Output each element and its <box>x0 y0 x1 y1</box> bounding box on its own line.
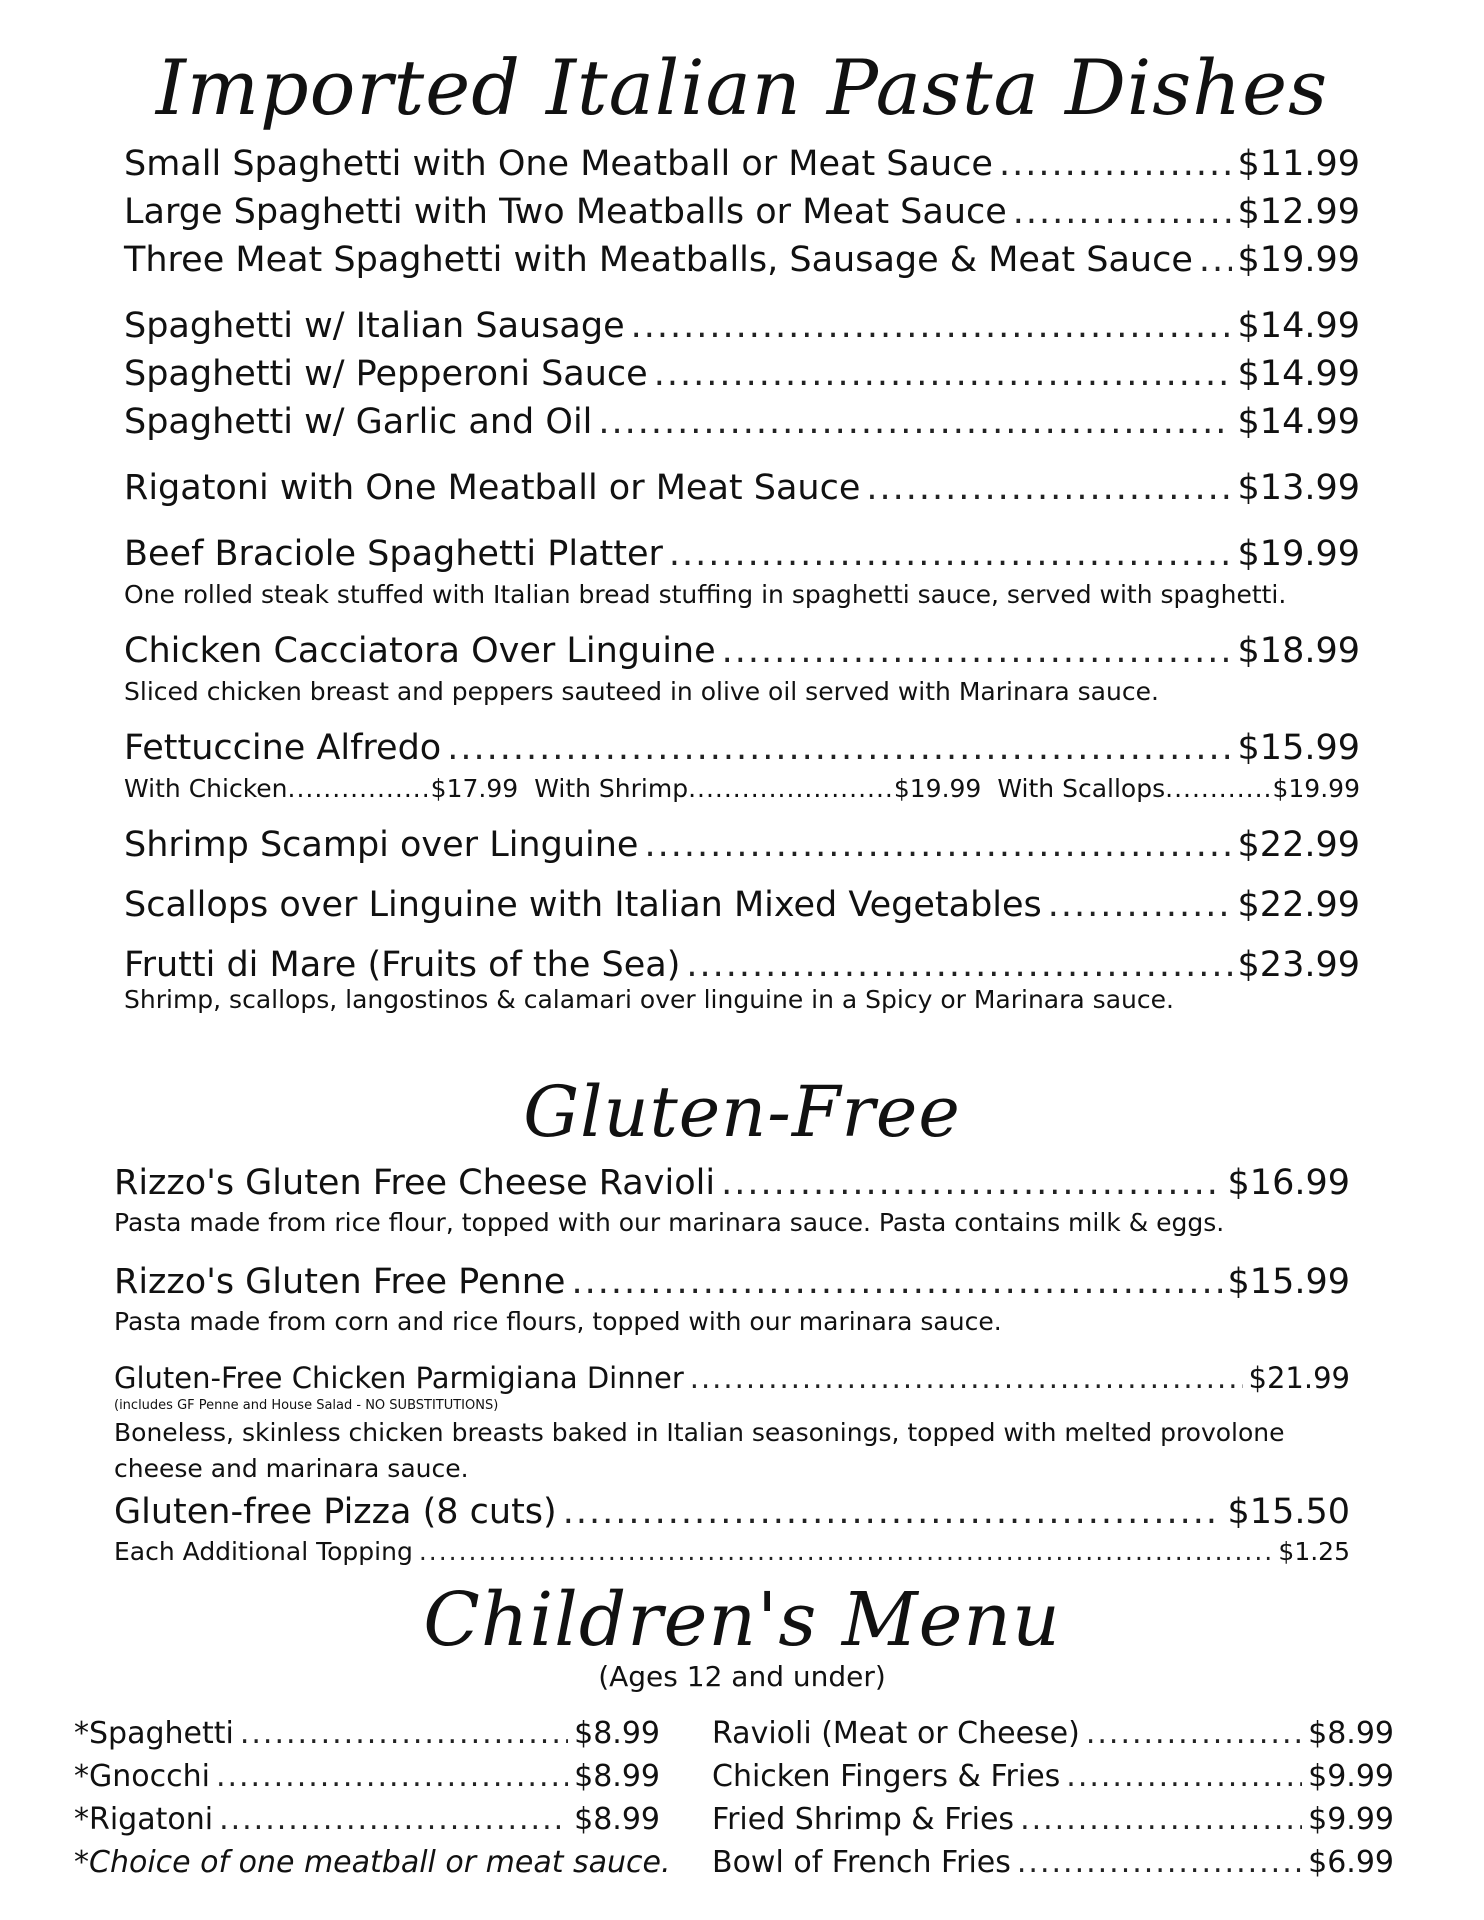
menu-item <box>74 1712 660 1755</box>
item-name: *Gnocchi <box>74 1759 210 1794</box>
item-price: $21.99 <box>1248 1361 1350 1395</box>
children-right-column <box>712 1712 1394 1884</box>
item-name: Fried Shrimp & Fries <box>712 1802 1015 1837</box>
menu-item <box>114 1358 1350 1398</box>
children-subtitle: (Ages 12 and under) <box>598 1660 886 1693</box>
item-price: $8.99 <box>574 1802 660 1837</box>
menu-item <box>124 188 1360 236</box>
item-description: Shrimp, scallops, langostinos & calamari over linguine in a Spicy or Marinara sauce. <box>124 985 1174 1014</box>
leader-dots <box>866 464 1231 512</box>
item-price: $8.99 <box>574 1716 660 1751</box>
leader-dots <box>1199 236 1232 284</box>
item-price: $16.99 <box>1227 1163 1350 1203</box>
leader-dots <box>1020 1798 1302 1841</box>
menu-item <box>114 1160 1350 1206</box>
leader-dots <box>721 1160 1221 1206</box>
item-description: Pasta made from rice flour, topped with our marinara sauce. Pasta contains milk & eggs. <box>114 1208 1225 1237</box>
menu-title-children: Children's Menu <box>423 1577 1061 1663</box>
addon-name: With Shrimp <box>534 774 689 803</box>
leader-dots <box>419 1535 1273 1569</box>
item-name: Large Spaghetti with Two Meatballs or Meat Sauce <box>124 192 1007 232</box>
leader-dots <box>722 627 1232 675</box>
leader-dots <box>686 941 1231 989</box>
item-name: Spaghetti w/ Italian Sausage <box>124 306 625 346</box>
item-price: $23.99 <box>1237 945 1360 985</box>
item-price: $9.99 <box>1308 1802 1394 1837</box>
menu-item <box>124 350 1360 398</box>
item-price: $15.50 <box>1227 1492 1350 1532</box>
item-price: $13.99 <box>1237 468 1360 508</box>
menu-item <box>74 1798 660 1841</box>
item-name: Each Additional Topping <box>114 1537 413 1566</box>
addon-name: With Scallops <box>997 774 1166 803</box>
menu-item <box>124 821 1360 869</box>
leader-dots <box>219 1798 568 1841</box>
menu-item <box>124 941 1360 989</box>
menu-item <box>114 1535 1350 1569</box>
item-name: Gluten-free Pizza (8 cuts) <box>114 1492 557 1532</box>
addon-item: With Shrimp ....................... $19.99 <box>534 774 982 803</box>
leader-dots <box>644 821 1231 869</box>
leader-dots <box>631 302 1232 350</box>
item-description: cheese and marinara sauce. <box>114 1454 469 1483</box>
menu-item <box>124 881 1360 929</box>
item-name: Frutti di Mare (Fruits of the Sea) <box>124 945 681 985</box>
leader-dots <box>1013 188 1232 236</box>
item-price: $12.99 <box>1237 192 1360 232</box>
leader-dots <box>654 350 1232 398</box>
item-price: $14.99 <box>1237 354 1360 394</box>
item-name: Spaghetti w/ Pepperoni Sauce <box>124 354 648 394</box>
menu-item <box>124 530 1360 578</box>
item-name: Small Spaghetti with One Meatball or Meat Sauce <box>124 144 993 184</box>
item-price: $11.99 <box>1237 144 1360 184</box>
addon-item: With Chicken ................ $17.99 <box>124 774 519 803</box>
menu-item <box>124 627 1360 675</box>
item-name: *Spaghetti <box>74 1716 234 1751</box>
menu-item <box>74 1755 660 1798</box>
menu-item <box>124 724 1360 772</box>
menu-item <box>124 236 1360 284</box>
leader-dots <box>1086 1712 1302 1755</box>
addon-price: $19.99 <box>893 774 982 803</box>
item-name: Chicken Cacciatora Over Linguine <box>124 631 716 671</box>
menu-item <box>124 464 1360 512</box>
leader-dots <box>598 398 1231 446</box>
item-name: Three Meat Spaghetti with Meatballs, Sausage & Meat Sauce <box>124 240 1193 280</box>
item-price: $18.99 <box>1237 631 1360 671</box>
menu-item <box>114 1489 1350 1535</box>
item-name: Shrimp Scampi over Linguine <box>124 825 639 865</box>
menu-title-pasta: Imported Italian Pasta Dishes <box>155 43 1329 132</box>
leader-dots <box>571 1259 1221 1305</box>
leader-dots <box>999 140 1232 188</box>
menu-item <box>712 1755 1394 1798</box>
menu-title-gluten-free: Gluten-Free <box>523 1071 961 1153</box>
item-price: $8.99 <box>574 1759 660 1794</box>
item-name: Rizzo's Gluten Free Penne <box>114 1262 566 1302</box>
menu-item <box>124 398 1360 446</box>
pasta-section <box>124 140 1360 1014</box>
item-price: $6.99 <box>1308 1845 1394 1880</box>
addon-name: With Chicken <box>124 774 288 803</box>
item-price: $14.99 <box>1237 306 1360 346</box>
leader-dots <box>1048 881 1232 929</box>
leader-dots <box>1066 1755 1302 1798</box>
item-description: One rolled steak stuffed with Italian bread stuffing in spaghetti sauce, served with spaghetti. <box>124 580 1287 609</box>
menu-item <box>712 1798 1394 1841</box>
addon-item: With Scallops ............ $19.99 <box>997 774 1360 803</box>
item-name: Spaghetti w/ Garlic and Oil <box>124 402 593 442</box>
item-price: $22.99 <box>1237 825 1360 865</box>
item-price: $15.99 <box>1227 1262 1350 1302</box>
item-name: *Rigatoni <box>74 1802 214 1837</box>
leader-dots <box>690 1358 1243 1398</box>
addon-price: $17.99 <box>430 774 519 803</box>
menu-item <box>712 1712 1394 1755</box>
menu-item <box>114 1259 1350 1305</box>
item-name: Beef Braciole Spaghetti Platter <box>124 534 663 574</box>
item-price: $9.99 <box>1308 1759 1394 1794</box>
item-name: Fettuccine Alfredo <box>124 728 442 768</box>
item-price: $8.99 <box>1308 1716 1394 1751</box>
menu-item <box>124 302 1360 350</box>
leader-dots <box>240 1712 568 1755</box>
item-name: Gluten-Free Chicken Parmigiana Dinner <box>114 1361 684 1395</box>
item-name: Chicken Fingers & Fries <box>712 1759 1061 1794</box>
children-note: *Choice of one meatball or meat sauce. <box>74 1845 671 1880</box>
item-price: $22.99 <box>1237 885 1360 925</box>
menu-item <box>712 1841 1394 1884</box>
item-name: Rizzo's Gluten Free Cheese Ravioli <box>114 1163 716 1203</box>
item-price: $1.25 <box>1278 1537 1350 1566</box>
item-name: Scallops over Linguine with Italian Mixed Vegetables <box>124 885 1042 925</box>
item-description: Sliced chicken breast and peppers sauteed in olive oil served with Marinara sauce. <box>124 677 1159 706</box>
item-price: $19.99 <box>1237 534 1360 574</box>
leader-dots <box>563 1489 1222 1535</box>
item-description: Boneless, skinless chicken breasts baked in Italian seasonings, topped with melted provolone <box>114 1418 1285 1447</box>
leader-dots <box>447 724 1231 772</box>
item-name: Rigatoni with One Meatball or Meat Sauce <box>124 468 861 508</box>
children-left-column <box>74 1712 671 1884</box>
item-price: $14.99 <box>1237 402 1360 442</box>
alfredo-addons <box>124 774 1360 803</box>
item-description: Pasta made from corn and rice flours, topped with our marinara sauce. <box>114 1307 1002 1336</box>
menu-item <box>124 140 1360 188</box>
item-name: Ravioli (Meat or Cheese) <box>712 1716 1080 1751</box>
leader-dots <box>669 530 1232 578</box>
item-price: $15.99 <box>1237 728 1360 768</box>
leader-dots <box>216 1755 568 1798</box>
leader-dots <box>1017 1841 1302 1884</box>
item-price: $19.99 <box>1237 240 1360 280</box>
addon-price: $19.99 <box>1272 774 1360 803</box>
item-name: Bowl of French Fries <box>712 1845 1011 1880</box>
item-note: (includes GF Penne and House Salad - NO SUBSTITUTIONS) <box>114 1398 499 1413</box>
gluten-free-section <box>114 1160 1350 1569</box>
